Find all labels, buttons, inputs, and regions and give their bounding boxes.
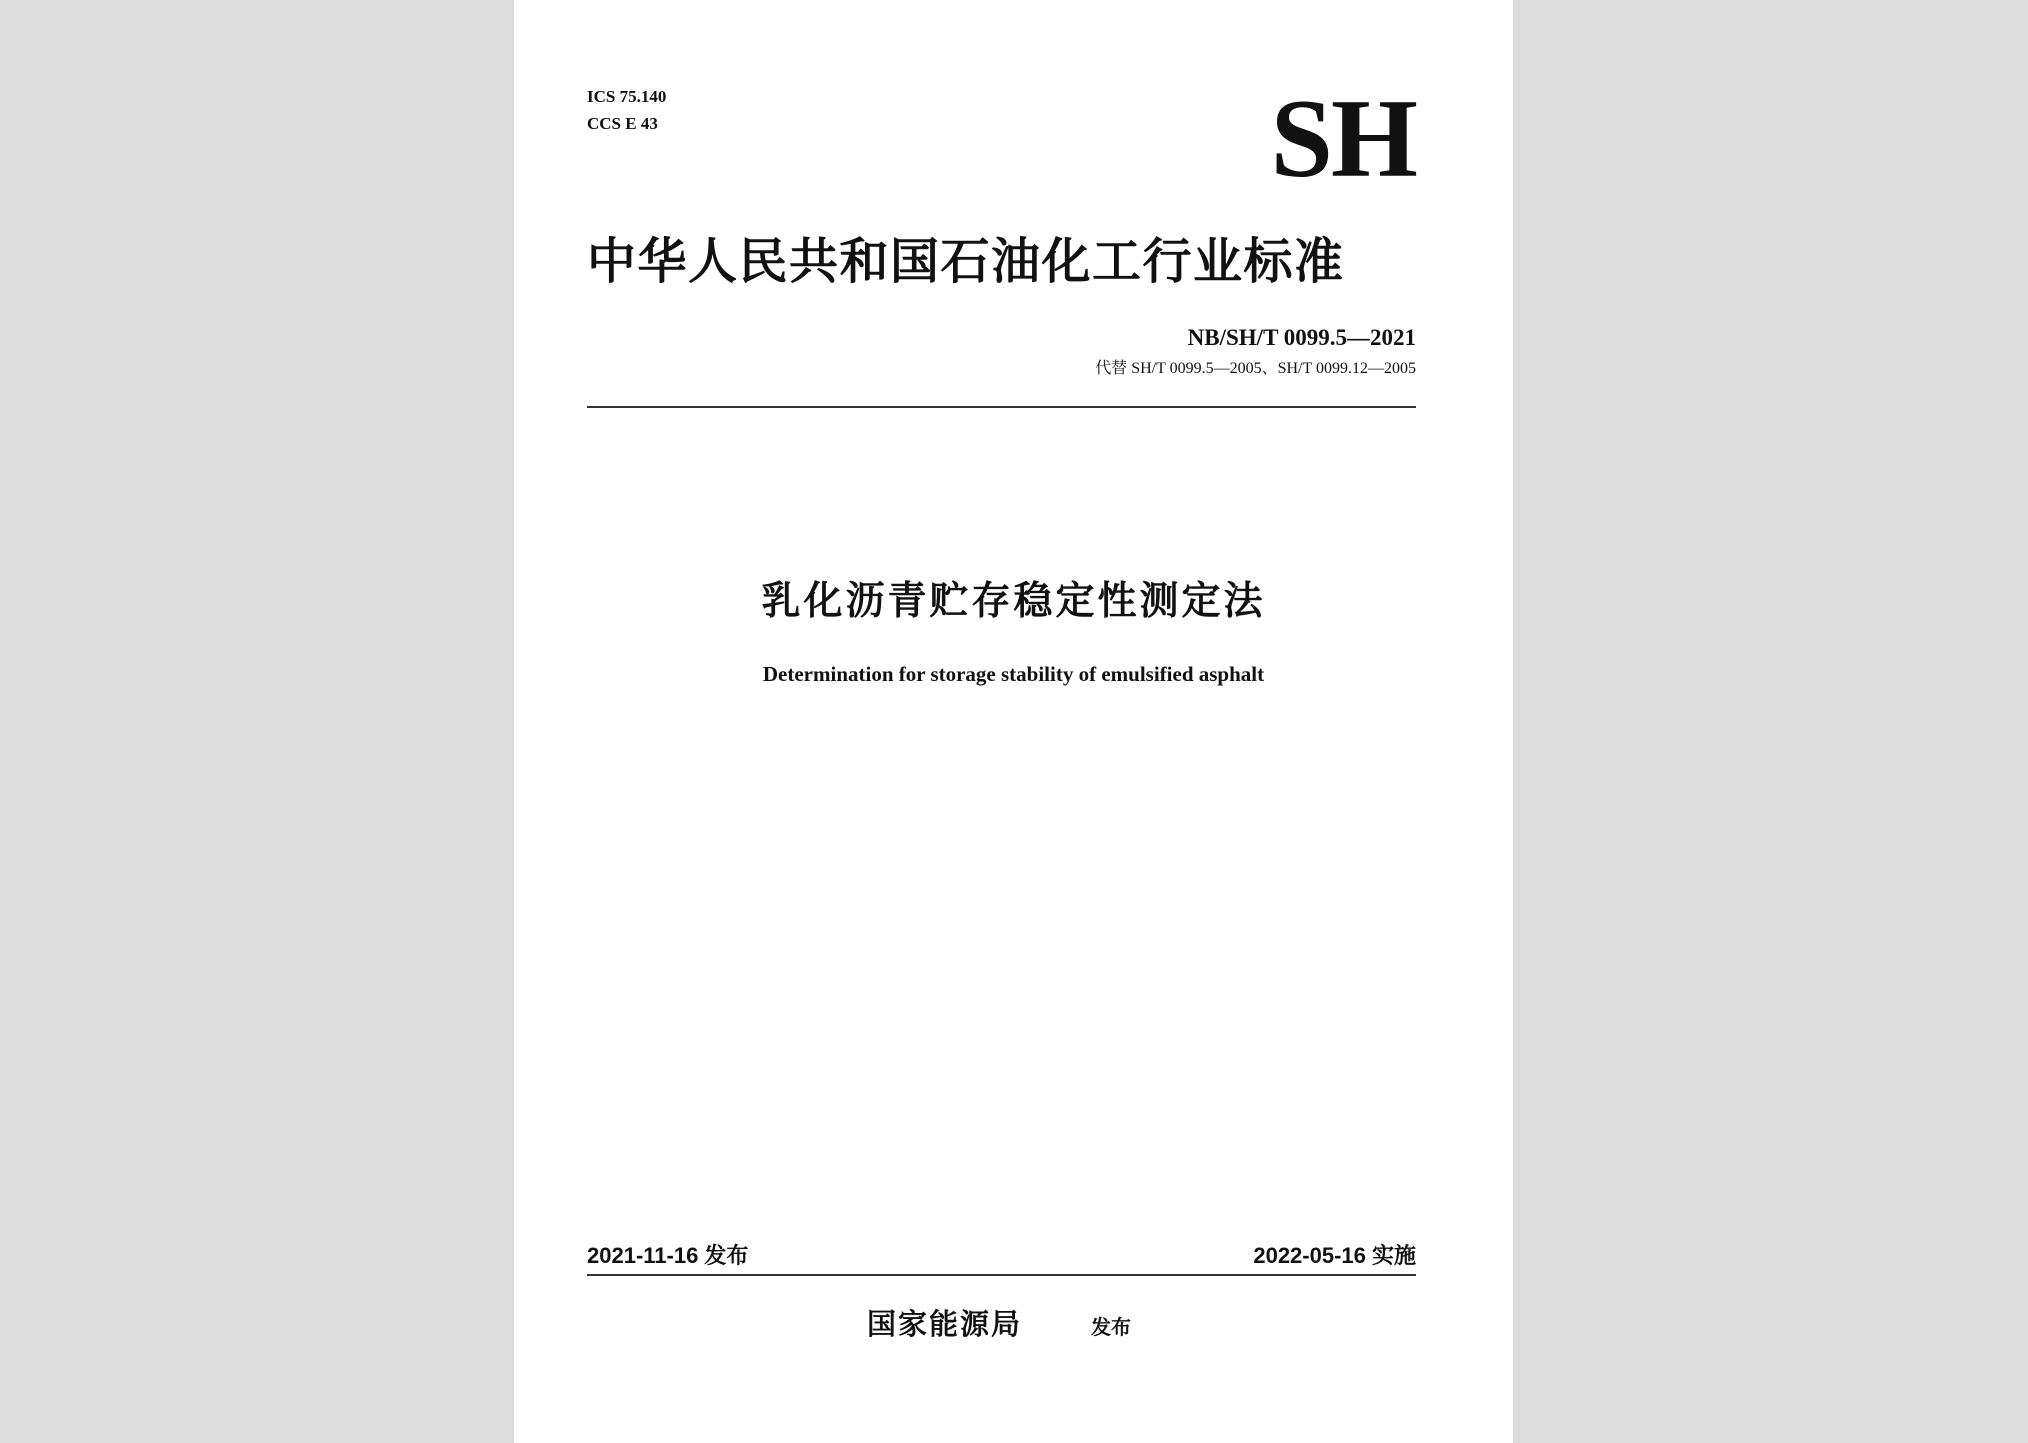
ics-code: ICS 75.140 xyxy=(587,87,667,106)
replaces-note: 代替 SH/T 0099.5—2005、SH/T 0099.12—2005 xyxy=(1095,360,1416,377)
issue-date: 2021-11-16 发布 xyxy=(587,1243,749,1268)
ccs-code: CCS E 43 xyxy=(587,114,658,133)
implementation-date: 2022-05-16 实施 xyxy=(1253,1243,1416,1268)
sh-logo: SH xyxy=(1270,77,1416,201)
document-title-en: Determination for storage stability of emulsified asphalt xyxy=(762,662,1265,686)
top-divider xyxy=(587,406,1416,408)
bottom-divider xyxy=(587,1274,1416,1276)
document-page xyxy=(514,0,1513,1443)
standard-title: 中华人民共和国石油化工行业标准 xyxy=(587,233,1345,290)
standard-number: NB/SH/T 0099.5—2021 xyxy=(1187,325,1416,350)
publisher: 国家能源局 xyxy=(867,1307,1023,1341)
publish-label: 发布 xyxy=(1091,1315,1131,1339)
document-title-cn: 乳化沥青贮存稳定性测定法 xyxy=(761,579,1266,624)
